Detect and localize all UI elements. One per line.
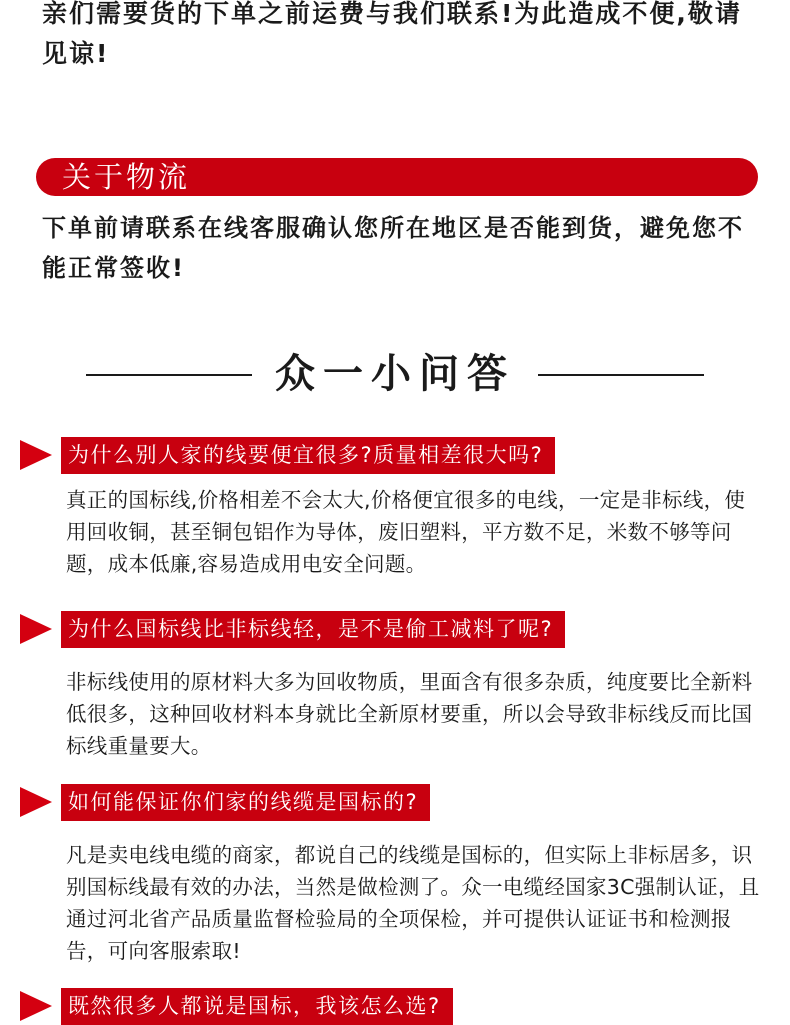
shipping-notice: 亲们需要货的下单之前运费与我们联系!为此造成不便,敬请见谅! — [42, 0, 742, 68]
arrow-right-icon — [20, 614, 52, 644]
arrow-right-icon — [20, 440, 52, 470]
logistics-text: 下单前请联系在线客服确认您所在地区是否能到货，避免您不能正常签收! — [42, 214, 744, 282]
faq-question: 既然很多人都说是国标，我该怎么选? — [61, 988, 453, 1025]
faq-answer: 凡是卖电线电缆的商家，都说自己的线缆是国标的，但实际上非标居多，识别国标线最有效的办法，当然是做检测了。众一电缆经国家3C强制认证，且通过河北省产品质量监督检验局的全项保检，并可提供认证证书和检测报告，可向客服索取! — [66, 843, 760, 963]
faq-answer: 真正的国标线,价格相差不会太大,价格便宜很多的电线，一定是非标线，使用回收铜，甚至铜包铝作为导体，废旧塑料，平方数不足，米数不够等问题，成本低廉,容易造成用电安全问题。 — [66, 488, 746, 576]
faq-divider-left — [86, 374, 252, 376]
faq-question: 为什么别人家的线要便宜很多?质量相差很大吗? — [61, 437, 555, 474]
faq-divider-right — [538, 374, 704, 376]
faq-question: 如何能保证你们家的线缆是国标的? — [61, 784, 430, 821]
faq-answer: 非标线使用的原材料大多为回收物质，里面含有很多杂质，纯度要比全新料低很多，这种回收材料本身就比全新原材要重，所以会导致非标线反而比国标线重量要大。 — [66, 670, 753, 758]
faq-question: 为什么国标线比非标线轻，是不是偷工减料了呢? — [61, 611, 565, 648]
arrow-right-icon — [20, 991, 52, 1021]
faq-title: 众一小问答 — [275, 351, 515, 397]
arrow-right-icon — [20, 787, 52, 817]
logistics-heading: 关于物流 — [62, 160, 191, 194]
logistics-banner — [36, 158, 758, 196]
